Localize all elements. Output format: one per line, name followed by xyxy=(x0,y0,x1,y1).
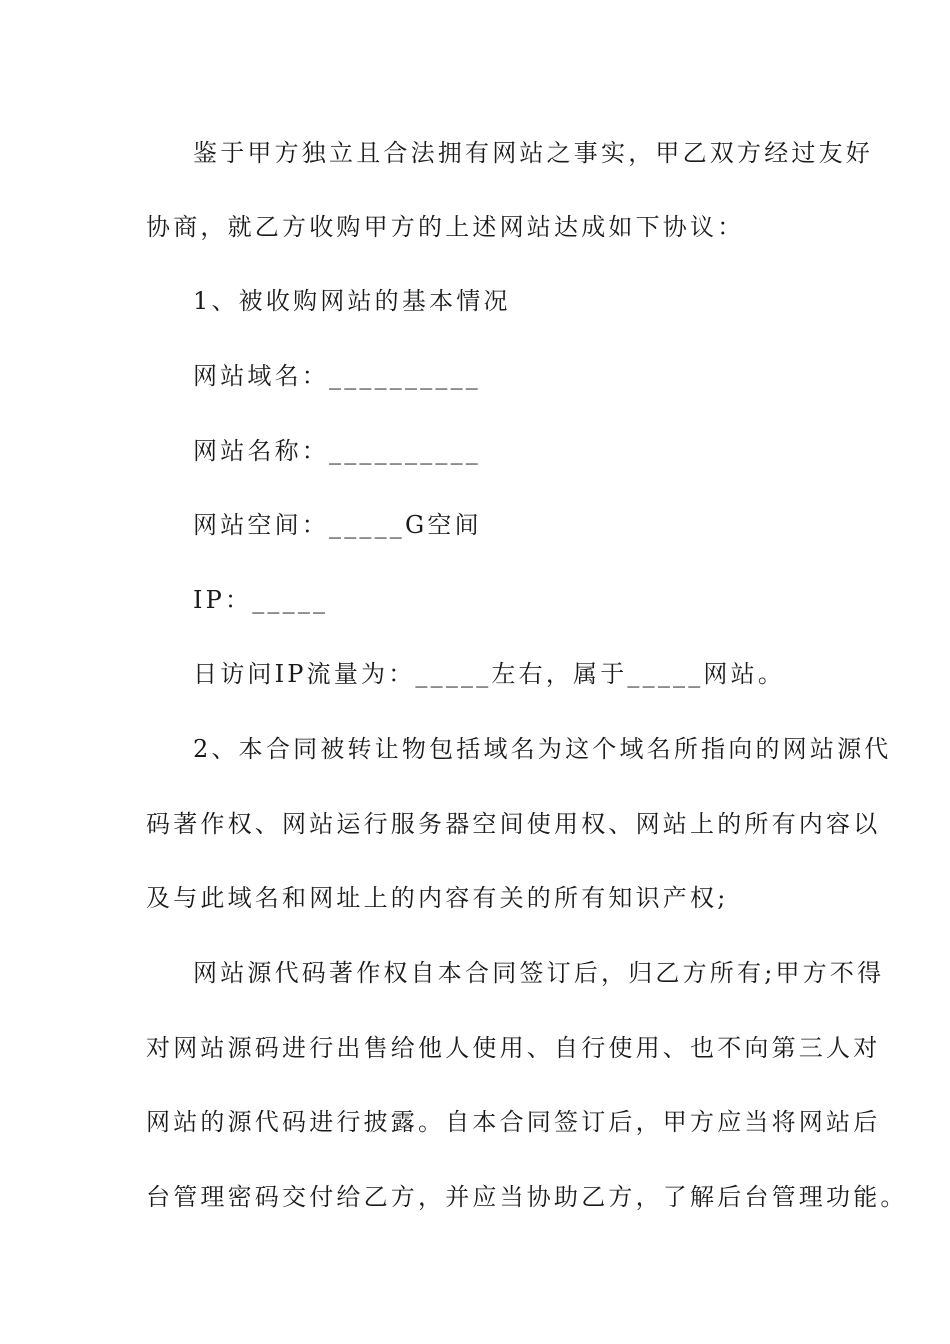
website-name-field: 网站名称：__________ xyxy=(193,437,481,465)
website-domain-field: 网站域名：__________ xyxy=(193,362,481,390)
copyright-paragraph-line-4: 台管理密码交付给乙方，并应当协助乙方，了解后台管理功能。 xyxy=(146,1183,908,1211)
ip-field: IP：_____ xyxy=(193,586,329,614)
section-2-line-1: 2、本合同被转让物包括域名为这个域名所指向的网站源代 xyxy=(193,735,892,763)
daily-traffic-field: 日访问IP流量为：_____左右，属于_____网站。 xyxy=(193,660,786,688)
copyright-paragraph-line-3: 网站的源代码进行披露。自本合同签订后，甲方应当将网站后 xyxy=(146,1108,881,1136)
paragraph-intro-line-2: 协商，就乙方收购甲方的上述网站达成如下协议： xyxy=(146,213,745,241)
website-space-field: 网站空间：_____G空间 xyxy=(193,511,482,539)
section-2-line-3: 及与此域名和网址上的内容有关的所有知识产权; xyxy=(146,884,729,912)
paragraph-intro-line-1: 鉴于甲方独立且合法拥有网站之事实，甲乙双方经过友好 xyxy=(193,139,873,167)
copyright-paragraph-line-1: 网站源代码著作权自本合同签订后，归乙方所有;甲方不得 xyxy=(193,959,885,987)
section-1-heading: 1、被收购网站的基本情况 xyxy=(193,287,511,315)
section-2-line-2: 码著作权、网站运行服务器空间使用权、网站上的所有内容以 xyxy=(146,810,881,838)
copyright-paragraph-line-2: 对网站源码进行出售给他人使用、自行使用、也不向第三人对 xyxy=(146,1034,881,1062)
